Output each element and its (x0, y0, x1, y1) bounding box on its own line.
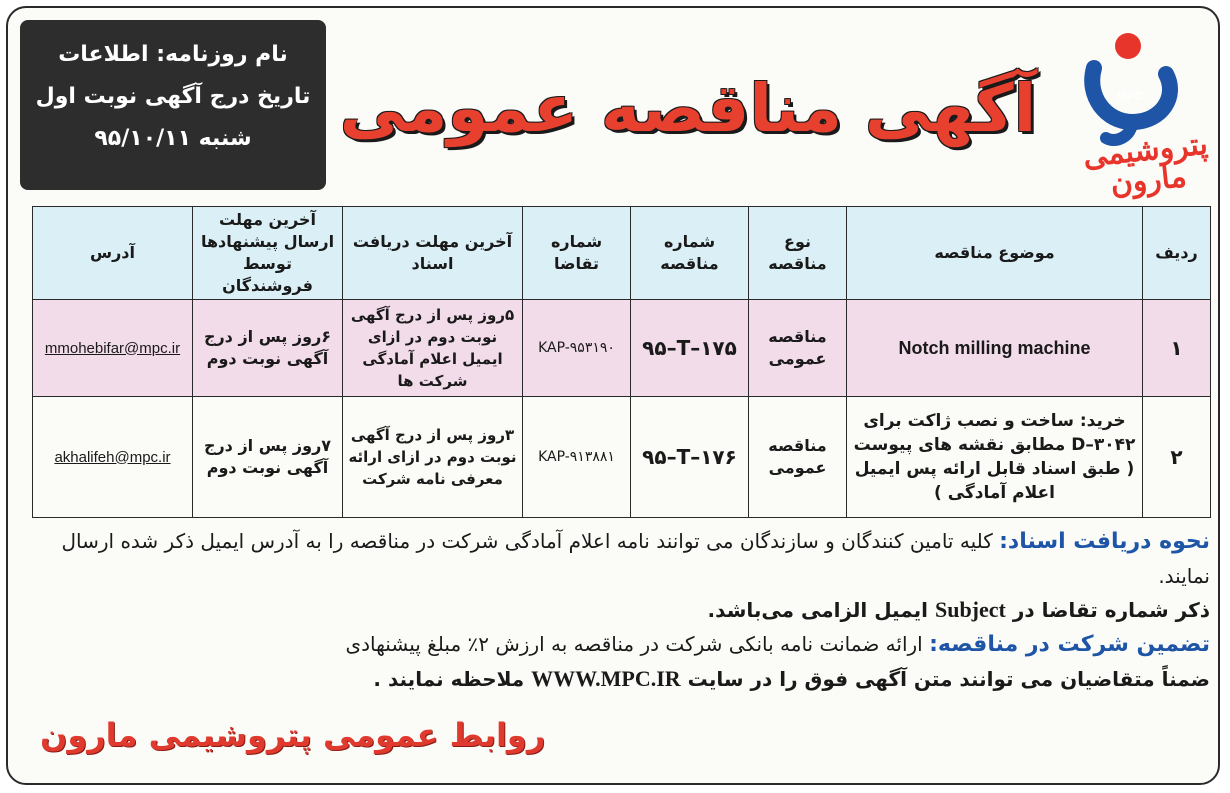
cell-request-no: KAP-۹۵۳۱۹۰ (523, 300, 631, 397)
docs-text: کلیه تامین کنندگان و سازندگان می توانند نامه اعلام آمادگی شرکت در مناقصه را به آدرس ایمیل ذکر شده ارسال نمایند. (61, 529, 1210, 588)
cell-type: مناقصه عمومی (749, 300, 847, 397)
tender-advertisement (6, 6, 1220, 785)
cell-tender-no: ۹۵–T–۱۷۵ (631, 300, 749, 397)
logo-wordmark: پتروشیمی مارون (1081, 126, 1210, 202)
table-header-row (33, 207, 1211, 300)
subject-line-b: ایمیل الزامی می‌باشد. (707, 598, 928, 622)
cell-subject: Notch milling machine (847, 300, 1143, 397)
cell-subject: خرید: ساخت و نصب ژاکت برای D–۳۰۴۲ مطابق نقشه های پیوست ( طبق اسناد قابل ارائه پس ایمیل اعلام آمادگی ) (847, 397, 1143, 518)
body-text (30, 524, 1210, 696)
docs-paragraph (30, 524, 1210, 593)
cell-type: مناقصه عمومی (749, 397, 847, 518)
cell-row-no: ۱ (1143, 300, 1211, 397)
guarantee-text: ارائه ضمانت نامه بانکی شرکت در مناقصه به ارزش ۲٪ مبلغ پیشنهادی (345, 632, 923, 656)
publish-date: شنبه ۹۵/۱۰/۱۱ (94, 126, 252, 151)
header-request-no: شماره تقاضا (523, 207, 631, 300)
signature: روابط عمومی پتروشیمی مارون (40, 716, 546, 754)
publish-label: تاریخ درج آگهی نوبت اول (35, 84, 311, 109)
guarantee-label: تضمین شرکت در مناقصه: (929, 632, 1210, 657)
newspaper-name: نام روزنامه: اطلاعات (58, 42, 288, 67)
table-row (33, 397, 1211, 518)
logo-badge: MPC (1116, 89, 1144, 103)
subject-line-a: ذکر شماره تقاضا در (1012, 598, 1210, 622)
header-bid-deadline: آخرین مهلت ارسال پیشنهادها توسط فروشندگان (193, 207, 343, 300)
header-address: آدرس (33, 207, 193, 300)
header-subject: موضوع مناقصه (847, 207, 1143, 300)
newspaper-info-box (20, 20, 326, 190)
cell-request-no: KAP-۹۱۳۸۸۱ (523, 397, 631, 518)
header-row-no: ردیف (1143, 207, 1211, 300)
subject-paragraph (30, 593, 1210, 627)
docs-label: نحوه دریافت اسناد: (999, 529, 1210, 554)
site-paragraph (30, 662, 1210, 696)
cell-bid-deadline: ۶روز پس از درج آگهی نوبت دوم (193, 300, 343, 397)
header-tender-no: شماره مناقصه (631, 207, 749, 300)
header-type: نوع مناقصه (749, 207, 847, 300)
subject-word: Subject (934, 597, 1006, 622)
header-doc-deadline: آخرین مهلت دریافت اسناد (343, 207, 523, 300)
site-line-a: ضمناً متقاضیان می توانند متن آگهی فوق را در سایت (687, 667, 1210, 691)
cell-email-link[interactable]: akhalifeh@mpc.ir (33, 397, 193, 518)
cell-doc-deadline: ۳روز پس از درج آگهی نوبت دوم در ازای ارائه معرفی نامه شرکت (343, 397, 523, 518)
table-row (33, 300, 1211, 397)
cell-row-no: ۲ (1143, 397, 1211, 518)
cell-doc-deadline: ۵روز پس از درج آگهی نوبت دوم در ازای ایمیل اعلام آمادگی شرکت ها (343, 300, 523, 397)
page-title: آگهی مناقصه عمومی (339, 70, 1037, 147)
tender-table (32, 206, 1211, 518)
guarantee-paragraph (30, 627, 1210, 662)
cell-email-link[interactable]: mmohebifar@mpc.ir (33, 300, 193, 397)
site-url-link[interactable]: WWW.MPC.IR (531, 666, 681, 691)
cell-tender-no: ۹۵–T–۱۷۶ (631, 397, 749, 518)
site-line-b: ملاحظه نمایند . (373, 667, 525, 691)
cell-bid-deadline: ۷روز پس از درج آگهی نوبت دوم (193, 397, 343, 518)
